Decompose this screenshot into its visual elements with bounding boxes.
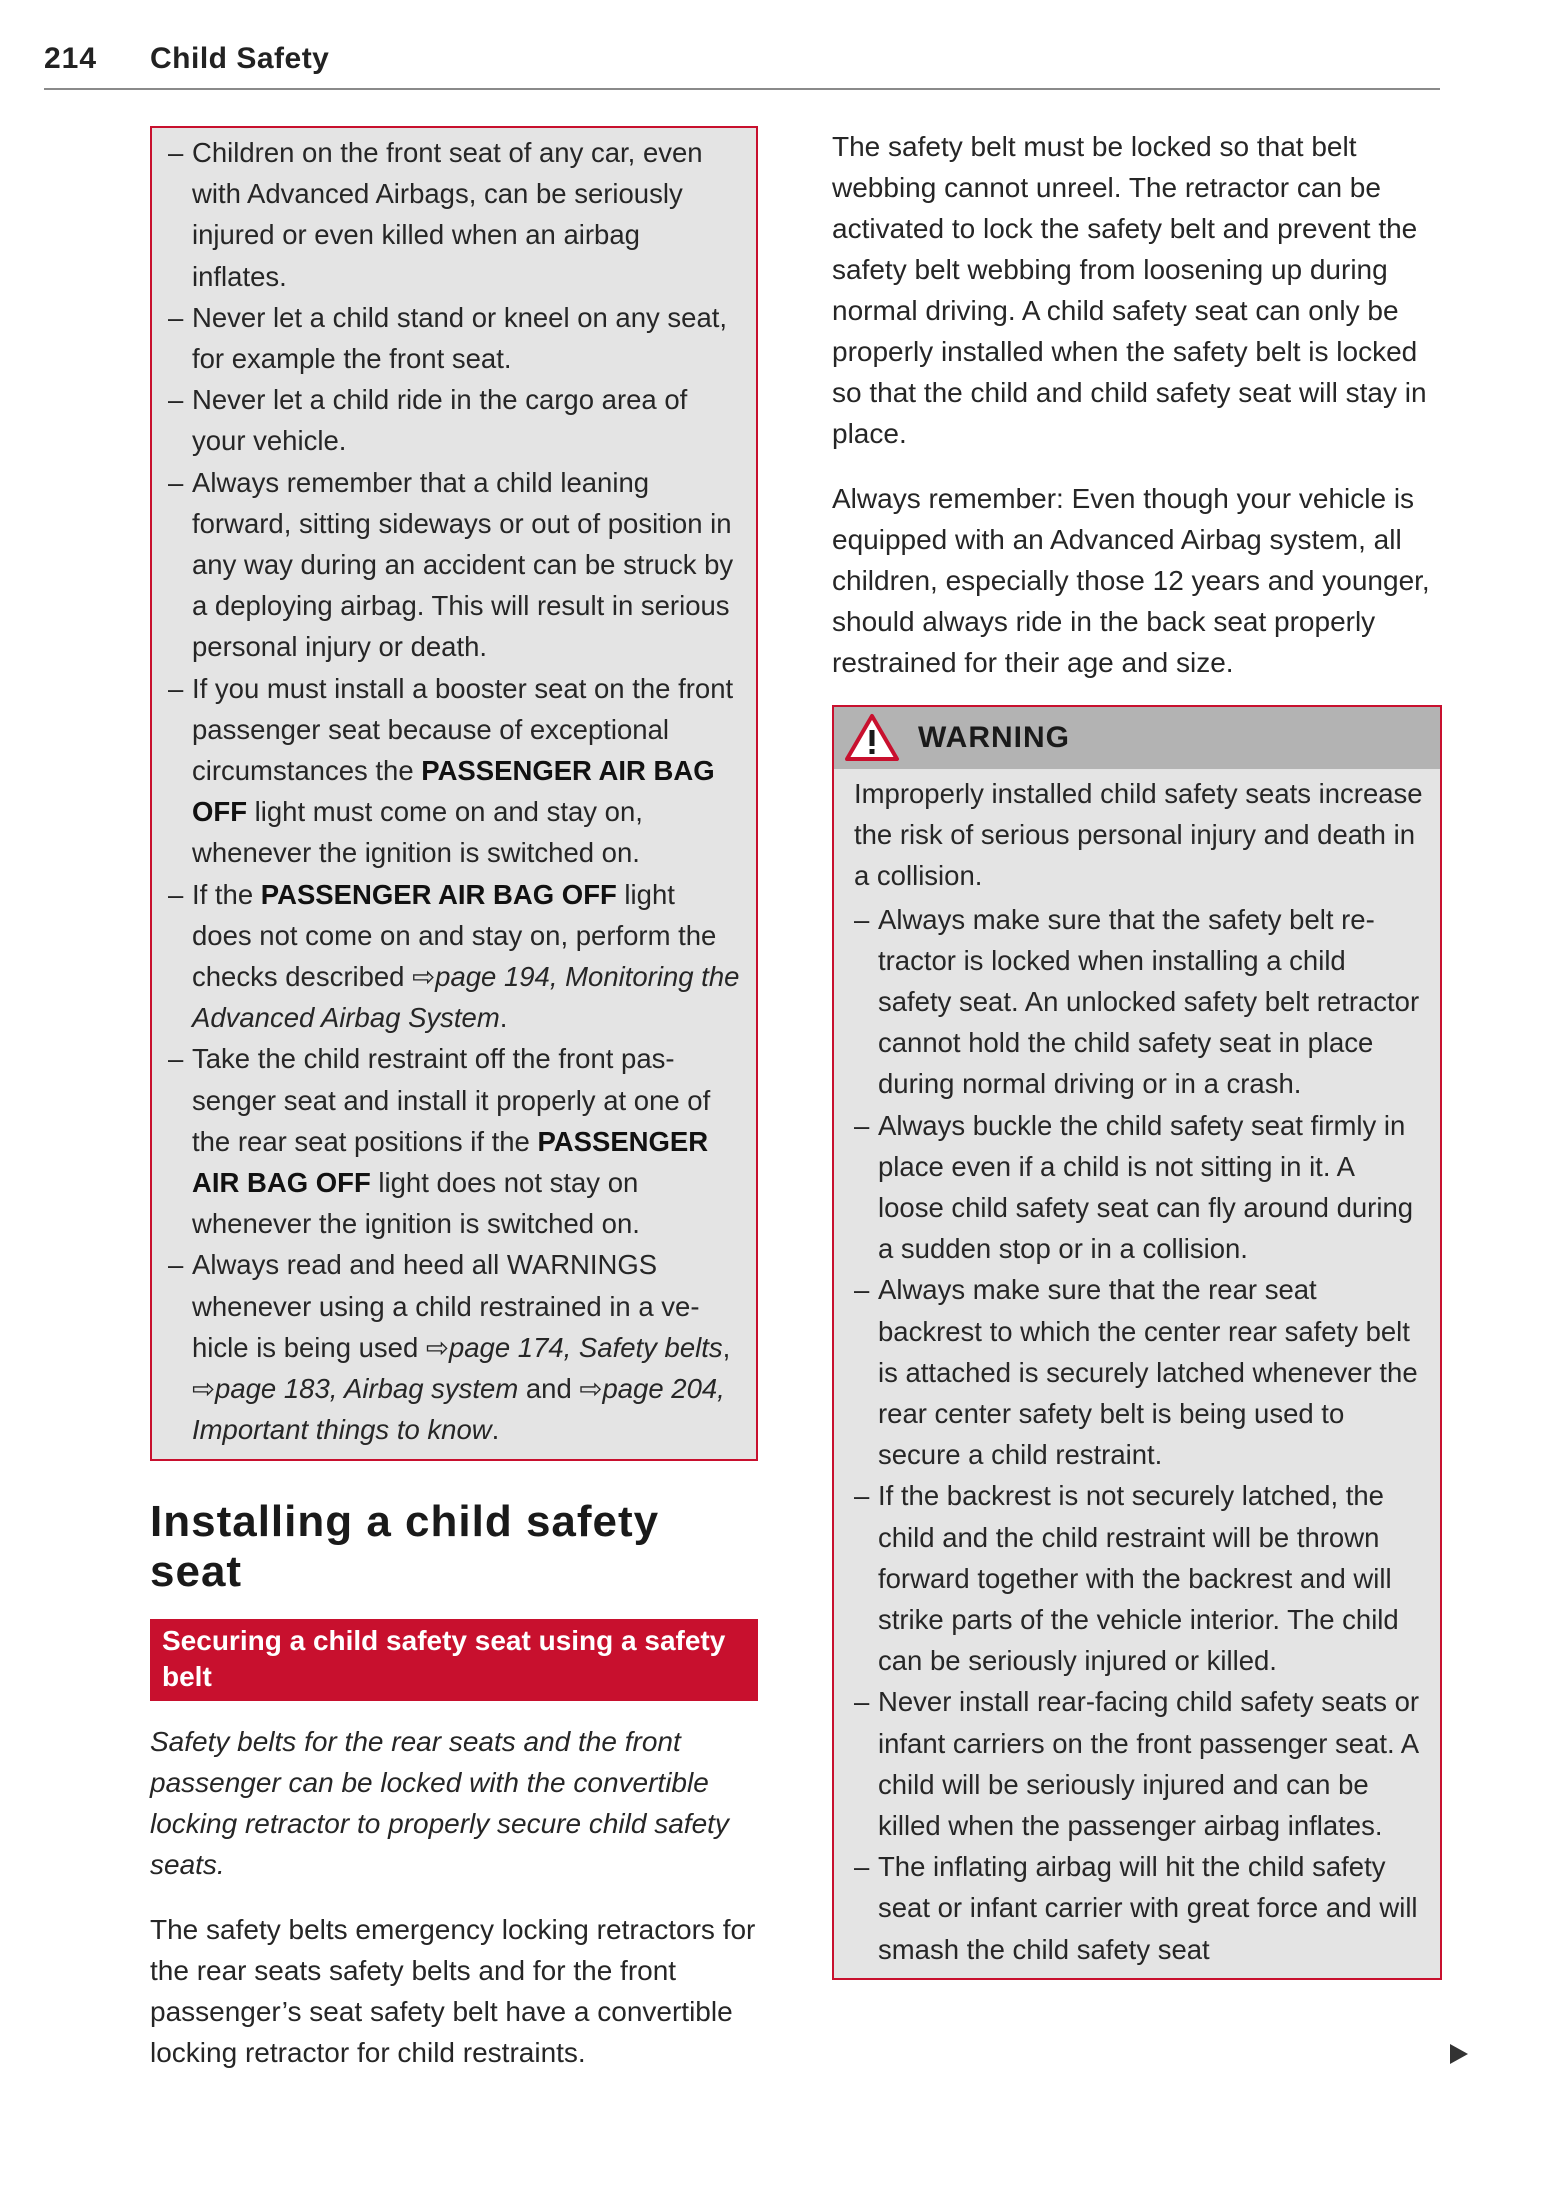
list-item-text: light must come on and stay on, whenever the ignition is switched on. — [192, 796, 643, 869]
section-title: Child Safety — [150, 42, 330, 75]
continue-arrow-icon — [1450, 2044, 1468, 2064]
list-item — [854, 1269, 1424, 1475]
left-column — [150, 126, 760, 2073]
list-item-text: Take the child restraint off the front passenger seat and install it properly at one of the rear seat positions if the — [192, 1043, 711, 1157]
list-item-text: The inflating airbag will hit the child safety seat or infant carrier with great force and will smash the child safety seat — [878, 1851, 1418, 1965]
bold-term: PASSENGER AIR BAG OFF — [192, 1125, 709, 1199]
bullet-dash: – — [854, 1480, 870, 1512]
warning-list — [854, 899, 1424, 1970]
page-reference: page 183, Airbag system — [215, 1373, 519, 1405]
list-item-text: If the backrest is not securely latched, the child and the child restraint will be thrown forward together with the backrest and will strike parts of the vehicle interior. The child can be seriously injured or killed. — [878, 1480, 1399, 1677]
bullet-dash: – — [168, 1043, 184, 1075]
bullet-dash: – — [168, 672, 184, 704]
reference-arrow-icon: ⇨ — [579, 1373, 603, 1405]
warning-label: WARNING — [918, 721, 1070, 754]
list-item-text: Never let a child stand or kneel on any seat, for example the front seat. — [192, 301, 728, 375]
bullet-dash: – — [168, 384, 184, 416]
list-item-text: , — [722, 1331, 731, 1363]
list-item-text: light does not stay on whenever the ignition is switched on. — [192, 1167, 640, 1240]
list-item — [854, 1846, 1424, 1970]
list-item — [854, 899, 1424, 1105]
warning-header — [834, 707, 1440, 769]
list-item-text: If the — [192, 878, 261, 910]
bullet-dash: – — [854, 1851, 870, 1883]
list-item-text: Never install rear-facing child safety seats or infant carriers on the front passenger seat. A child will be seriously injured and can be killed when the passenger airbag inflates. — [878, 1686, 1420, 1842]
reference-arrow-icon: ⇨ — [192, 1373, 216, 1405]
section-heading: Installing a child safety seat — [150, 1496, 660, 1596]
page-reference: page 194, Monitoring the Advanced Airbag System — [192, 961, 740, 1034]
list-item — [854, 1105, 1424, 1270]
right-column — [832, 126, 1442, 1980]
page-reference: page 174, Safety belts — [448, 1331, 723, 1363]
bullet-dash: – — [854, 903, 870, 935]
bullet-dash: – — [168, 878, 184, 910]
bullet-dash: – — [168, 1249, 184, 1281]
list-item-text: . — [491, 1414, 500, 1446]
reference-arrow-icon: ⇨ — [412, 961, 436, 993]
warning-triangle-icon — [844, 713, 900, 763]
list-item — [168, 379, 740, 461]
list-item-text: Children on the front seat of any car, even with Advanced Airbags, can be seriously injured or even killed when an airbag inflates. — [192, 137, 703, 292]
bullet-dash: – — [168, 137, 184, 168]
continued-warning-box — [150, 126, 758, 1461]
list-item-text: Always buckle the child safety seat firmly in place even if a child is not sitting in it. A loose child safety seat can fly around during a sudden stop or in a collision. — [878, 1109, 1414, 1265]
list-item — [854, 1475, 1424, 1681]
bullet-dash: – — [168, 301, 184, 333]
page-header — [44, 36, 1440, 90]
list-item — [168, 132, 740, 297]
list-item-text: If you must install a booster seat on the front passenger seat because of exceptional circumstances the — [192, 672, 734, 787]
warning-box — [832, 705, 1442, 1980]
list-item-text: Never let a child ride in the cargo area of your vehicle. — [192, 384, 688, 457]
bullet-dash: – — [854, 1274, 870, 1306]
warning-intro: Improperly installed child safety seats increase the risk of serious personal injury and death in a collision. — [854, 778, 1423, 892]
list-item — [168, 1244, 740, 1450]
list-item — [168, 1038, 740, 1244]
warning-body — [834, 769, 1440, 1978]
list-item-text: and — [518, 1373, 580, 1405]
reference-arrow-icon: ⇨ — [425, 1331, 449, 1363]
list-item — [168, 462, 740, 668]
body-paragraph: The safety belts emergency locking retractors for the rear seats safety belts and for the front passenger’s seat safety belt have a convertible locking retractor for child restraints. — [150, 1913, 756, 2068]
page-number: 214 — [44, 42, 98, 75]
bullet-dash: – — [168, 466, 184, 498]
bold-term: PASSENGER AIR BAG OFF — [260, 878, 617, 910]
body-paragraph-1: The safety belt must be locked so that belt webbing cannot unreel. The retractor can be activated to lock the safety belt and prevent the safety belt webbing from loosening up during normal driving. A child safety seat can only be properly installed when the safety belt is locked so that the child and child safety seat will stay in place. — [832, 131, 1427, 449]
bullet-dash: – — [854, 1686, 870, 1718]
page-reference: page 204, Important things to know — [192, 1373, 725, 1446]
list-item-text: light does not come on and stay on, perform the checks described — [192, 878, 717, 993]
bullet-dash: – — [854, 1109, 870, 1141]
intro-paragraph: Safety belts for the rear seats and the front passenger can be locked with the convertible locking retractor to properly secure child safety seats. — [150, 1725, 729, 1880]
list-item-text: Always remember that a child leaning forward, sitting sideways or out of position in any way during an accident can be struck by a deploying airbag. This will result in serious personal injury or death. — [192, 466, 734, 663]
list-item-text: Always make sure that the rear seat backrest to which the center rear safety belt is attached is securely latched whenever the rear center safety belt is being used to secure a child restraint. — [878, 1274, 1418, 1471]
list-item — [168, 668, 740, 874]
continued-warning-list — [168, 132, 740, 1451]
list-item-text: Always read and heed all WARNINGS whenever using a child restrained in a vehicle is being used — [192, 1249, 700, 1363]
bold-term: PASSENGER AIR BAG OFF — [192, 755, 715, 828]
list-item-text: Always make sure that the safety belt retractor is locked when installing a child safety seat. An unlocked safety belt retractor cannot hold the child safety seat in place during normal driving or in a crash. — [878, 903, 1420, 1100]
subsection-heading: Securing a child safety seat using a safety belt — [150, 1619, 758, 1701]
body-paragraph-2: Always remember: Even though your vehicle is equipped with an Advanced Airbag system, all children, especially those 12 years and younger, should always ride in the back seat properly restrained for their age and size. — [832, 483, 1430, 678]
list-item-text: . — [499, 1002, 508, 1034]
list-item — [854, 1681, 1424, 1846]
list-item — [168, 297, 740, 379]
list-item — [168, 874, 740, 1039]
